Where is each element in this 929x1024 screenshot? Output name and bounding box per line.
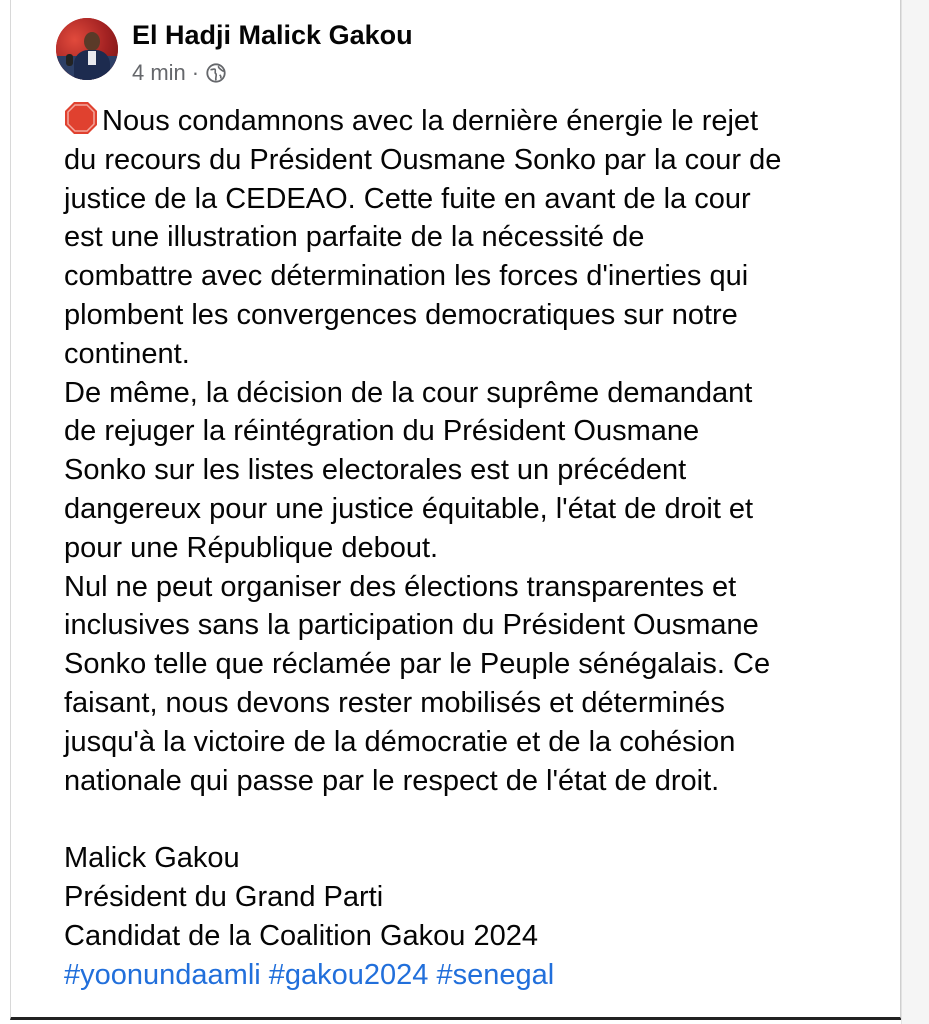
avatar-person-head — [84, 32, 100, 51]
post-timestamp[interactable]: 4 min — [132, 60, 186, 85]
blank-line — [64, 800, 894, 839]
post-line: De même, la décision de la cour suprême demandant — [64, 376, 753, 409]
author-name[interactable]: El Hadji Malick Gakou — [132, 20, 413, 50]
post-header — [56, 18, 413, 86]
globe-icon[interactable] — [205, 62, 227, 84]
post-line: combattre avec détermination les forces d'inerties qui — [64, 260, 749, 293]
post-line-text: Nous condamnons avec la dernière énergie le rejet — [102, 105, 759, 137]
post-line: plombent les convergences democratiques sur notre — [64, 298, 738, 331]
signature-candidacy: Candidat de la Coalition Gakou 2024 — [64, 919, 538, 952]
post-line: inclusives sans la participation du Président Ousmane — [64, 609, 759, 642]
post-line: du recours du Président Ousmane Sonko par la cour de — [64, 143, 782, 176]
post-line: nationale qui passe par le respect de l'état de droit. — [64, 764, 720, 797]
signature-title: Président du Grand Parti — [64, 880, 384, 913]
post-line: justice de la CEDEAO. Cette fuite en avant de la cour — [64, 182, 751, 215]
post-meta — [132, 18, 413, 86]
post-body — [64, 101, 894, 994]
post-line: dangereux pour une justice équitable, l'état de droit et — [64, 492, 754, 525]
hashtag-list — [64, 956, 894, 995]
hashtag-link[interactable]: #gakou2024 — [268, 958, 429, 991]
post-time-row — [132, 60, 413, 86]
post-line: Nul ne peut organiser des élections transparentes et — [64, 570, 737, 603]
post-line: continent. — [64, 337, 190, 370]
post-line: est une illustration parfaite de la nécessité de — [64, 221, 645, 254]
stop-sign-icon — [64, 101, 98, 135]
page-edge — [901, 0, 929, 1024]
avatar[interactable] — [56, 18, 118, 80]
post-line: faisant, nous devons rester mobilisés et déterminés — [64, 686, 725, 719]
avatar-person-shirt — [88, 51, 96, 65]
post-line: de rejuger la réintégration du Président Ousmane — [64, 415, 700, 448]
avatar-microphone — [66, 54, 73, 66]
post-line: pour une République debout. — [64, 531, 439, 564]
hashtag-link[interactable]: #senegal — [436, 958, 555, 991]
post-card — [10, 0, 902, 1020]
post-line: Sonko telle que réclamée par le Peuple sénégalais. Ce — [64, 648, 771, 681]
meta-separator: · — [191, 60, 200, 85]
signature-name: Malick Gakou — [64, 842, 240, 875]
hashtag-link[interactable]: #yoonundaamli — [64, 958, 261, 991]
post-line — [64, 101, 894, 141]
post-line: jusqu'à la victoire de la démocratie et de la cohésion — [64, 725, 736, 758]
post-line: Sonko sur les listes electorales est un précédent — [64, 454, 687, 487]
